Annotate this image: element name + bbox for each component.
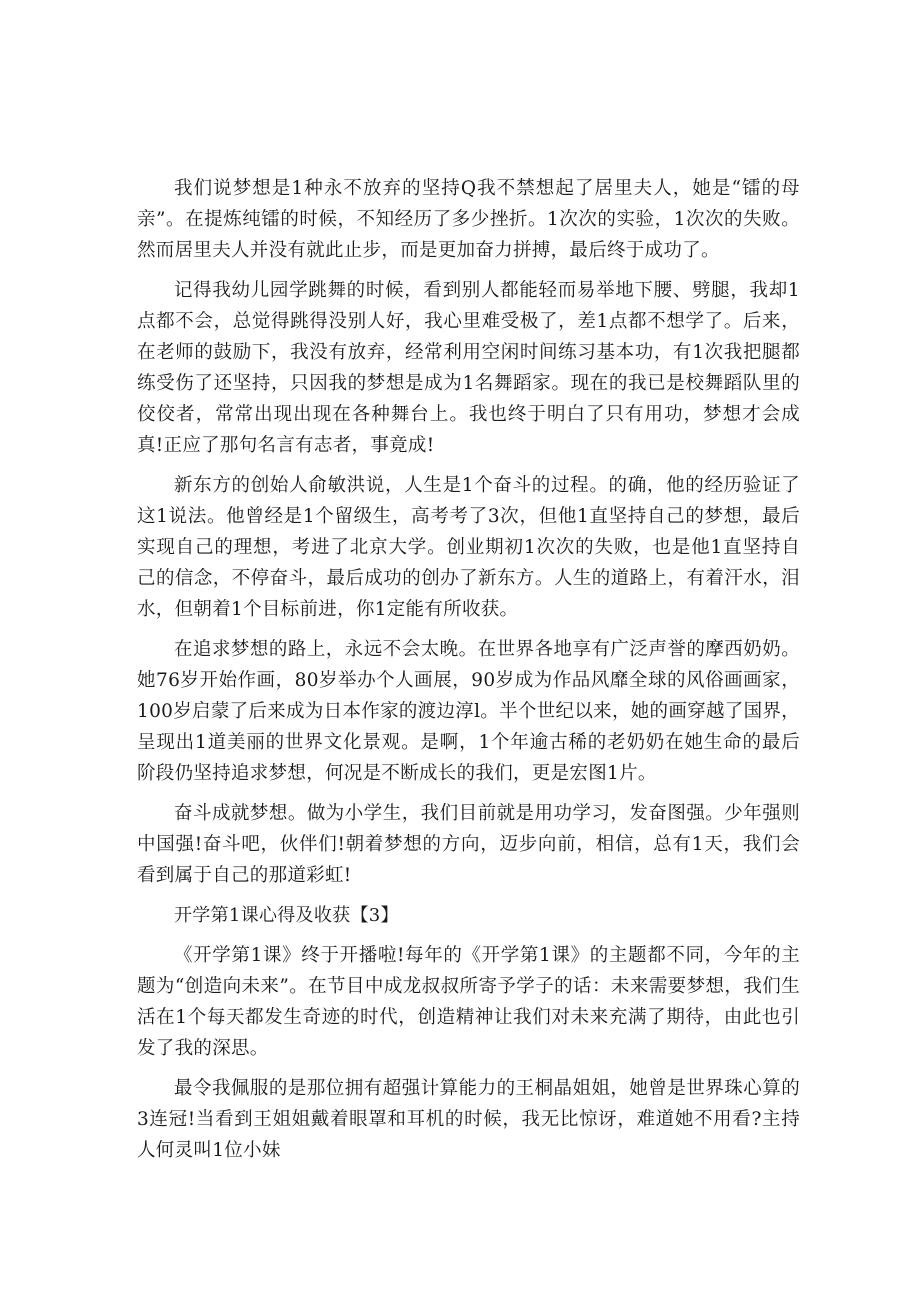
paragraph-conclusion: 奋斗成就梦想。做为小学生，我们目前就是用功学习，发奋图强。少年强则中国强!奋斗吧，伙伴们!朝着梦想的方向，迈步向前，相信，总有1天，我们会看到属于自己的那道彩虹! — [137, 803, 800, 886]
paragraph-dance: 记得我幼儿园学跳舞的时候，看到别人都能轻而易举地下腰、劈腿，我却1点都不会，总觉得跳得没别人好，我心里难受极了，差1点都不想学了。后来，在老师的鼓励下，我没有放弃，经常利用空闲时间练习基本功，有1次我把腿都练受伤了还坚持，只因我的梦想是成为1名舞蹈家。现在的我已是校舞蹈队里的佼佼者，常常出现出现在各种舞台上。我也终于明白了只有用功，梦想才会成真!正应了那句名言有志者，事竟成! — [137, 280, 800, 456]
paragraph-new-oriental: 新东方的创始人俞敏洪说，人生是1个奋斗的过程。的确，他的经历验证了这1说法。他曾经是1个留级生，高考考了3次，但他1直坚持自己的梦想，最后实现自己的理想，考进了北京大学。创业期初1次次的失败，也是他1直坚持自己的信念，不停奋斗，最后成功的创办了新东方。人生的道路上，有着汗水，泪水，但朝着1个目标前进，你1定能有所收获。 — [137, 475, 800, 620]
paragraph-grandma-moses: 在追求梦想的路上，永远不会太晚。在世界各地享有广泛声誉的摩西奶奶。她76岁开始作画，80岁举办个人画展，90岁成为作品风靡全球的风俗画画家，100岁启蒙了后来成为日本作家的渡边淳l。半个世纪以来，她的画穿越了国界，呈现出1道美丽的世界文化景观。是啊，1个年逾古稀的老奶奶在她生命的最后阶段仍坚持追求梦想，何况是不断成长的我们，更是宏图1片。 — [137, 639, 800, 784]
document-body — [137, 173, 800, 1166]
section-heading: 开学第1课心得及收获【3】 — [174, 905, 399, 926]
paragraph-first-lesson: 《开学第1课》终于开播啦!每年的《开学第1课》的主题都不同，今年的主题为“创造向未来”。在节目中成龙叔叔所寄予学子的话：未来需要梦想，我们生活在1个每天都发生奇迹的时代，创造精神让我们对未来充满了期待，由此也引发了我的深思。 — [137, 945, 800, 1059]
paragraph-curie: 我们说梦想是1种永不放弃的坚持Q我不禁想起了居里夫人，她是“镭的母亲”。在提炼纯镭的时候，不知经历了多少挫折。1次次的实验，1次次的失败。然而居里夫人并没有就此止步，而是更加奋力拼搏，最后终于成功了。 — [137, 178, 800, 261]
paragraph-admiration: 最令我佩服的是那位拥有超强计算能力的王桐晶姐姐，她曾是世界珠心算的3连冠!当看到王姐姐戴着眼罩和耳机的时候，我无比惊讶，难道她不用看?主持人何灵叫1位小妹 — [137, 1078, 800, 1161]
